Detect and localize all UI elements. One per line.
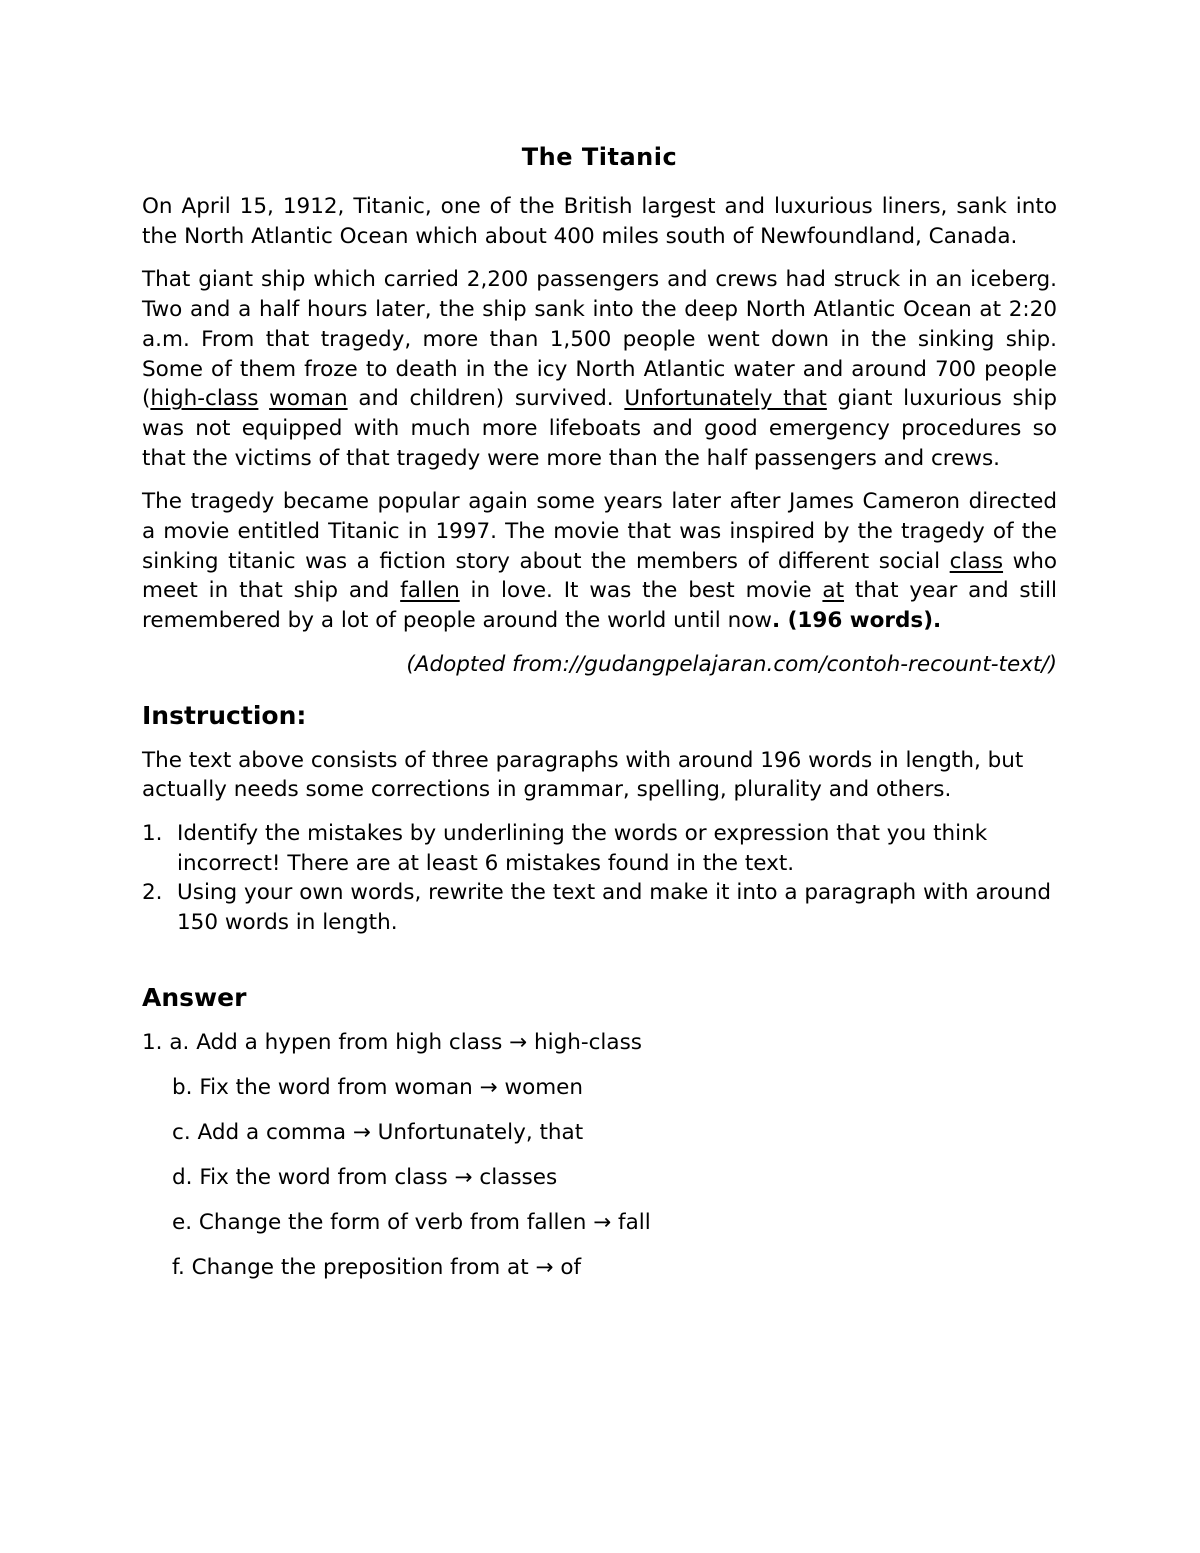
word-count-note: . (196 words). xyxy=(771,608,942,634)
paragraph-2-sep xyxy=(258,386,269,411)
step-number: 1. xyxy=(142,820,163,846)
instruction-steps xyxy=(142,819,1057,938)
paragraph-2-text-1: That giant ship which carried 2,200 passengers and crews had struck in an iceberg. Two and a half hours later, the ship sank into the deep North Atlantic Ocean at 2:20 a.m. From that tragedy, more than 1,500 people went down in the sinking ship. Some of them froze to death in the icy North Atlantic water and around 700 people ( xyxy=(142,267,1057,412)
answer-heading: Answer xyxy=(142,982,247,1012)
instruction-intro: The text above consists of three paragraphs with around 196 words in length, but actually needs some corrections in grammar, spelling, plurality and others. xyxy=(142,747,1024,803)
answer-item: c. Add a comma → Unfortunately, that xyxy=(172,1119,584,1145)
underlined-class: class xyxy=(949,548,1004,574)
paragraph-2-text-3: giant luxurious ship was not equipped with much more lifeboats and good emergency procedures so that the victims of that tragedy were more than the half passengers and crews. xyxy=(142,386,1058,471)
answer-list xyxy=(142,1028,1057,1283)
underlined-at: at xyxy=(822,578,845,604)
source-citation: (Adopted from://gudangpelajaran.com/contoh-recount-text/) xyxy=(406,651,1057,677)
paragraph-3-text-2: who meet in that ship and xyxy=(142,548,1057,604)
paragraph-2 xyxy=(142,265,1057,473)
instruction-step xyxy=(142,878,1057,937)
step-text: Identify the mistakes by underlining the words or expression that you think incorrect! There are at least 6 mistakes found in the text. xyxy=(177,820,988,876)
paragraph-2-text-2: and children) survived. xyxy=(347,386,625,412)
instruction-step xyxy=(142,819,1057,878)
step-text: Using your own words, rewrite the text and make it into a paragraph with around 150 words in length. xyxy=(177,880,1052,936)
paragraph-3-text-1: The tragedy became popular again some years later after James Cameron directed a movie entitled Titanic in 1997. The movie that was inspired by the tragedy of the sinking titanic was a fiction story about the members of different social xyxy=(142,489,1057,574)
answer-item: e. Change the form of verb from fallen → fall xyxy=(172,1209,651,1235)
instruction-heading: Instruction: xyxy=(142,700,307,730)
paragraph-3 xyxy=(142,487,1057,636)
step-number: 2. xyxy=(142,880,163,906)
answer-item: b. Fix the word from woman → women xyxy=(172,1074,584,1100)
underlined-high-class: high-class xyxy=(150,386,259,412)
paragraph-3-text-3: in love. It was the best movie xyxy=(459,578,823,604)
document-title: The Titanic xyxy=(521,143,678,171)
answer-item: 1. a. Add a hypen from high class → high-class xyxy=(142,1029,642,1055)
underlined-fallen: fallen xyxy=(400,578,460,604)
underlined-woman: woman xyxy=(269,386,348,412)
underlined-unfortunately-that: Unfortunately that xyxy=(624,386,827,412)
document-page xyxy=(142,142,1057,1298)
paragraph-3-text-4: that year and still remembered by a lot of people around the world until now xyxy=(142,578,1057,634)
paragraph-1: On April 15, 1912, Titanic, one of the British largest and luxurious liners, sank into the North Atlantic Ocean which about 400 miles south of Newfoundland, Canada. xyxy=(142,194,1057,249)
answer-item: f. Change the preposition from at → of xyxy=(172,1254,582,1280)
answer-item: d. Fix the word from class → classes xyxy=(172,1164,558,1190)
